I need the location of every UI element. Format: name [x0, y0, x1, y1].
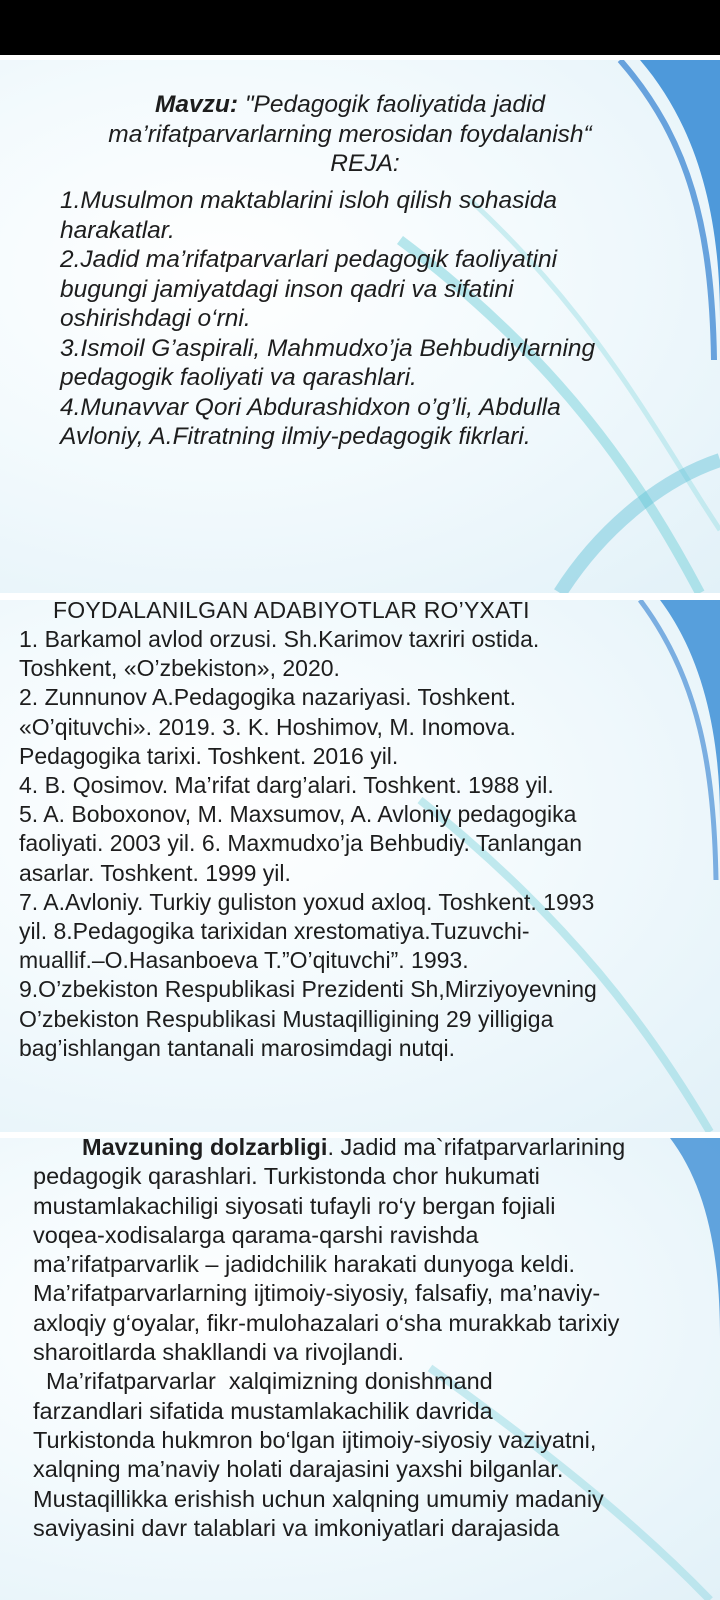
slide-topic-plan — [0, 60, 720, 593]
reference-line: 5. A. Boboxonov, M. Maxsumov, A. Avloniy pedagogika — [19, 801, 577, 828]
relevance-line: farzandlari sifatida mustamlakachilik davrida — [33, 1397, 493, 1424]
reference-line: 7. A.Avloniy. Turkiy guliston yoxud axloq. Toshkent. 1993 — [19, 888, 595, 915]
relevance-line: Ma’rifatparvarlarning ijtimoiy-siyosiy, falsafiy, ma’naviy- — [33, 1280, 601, 1307]
reference-line: «O’qituvchi». 2019. 3. K. Hoshimov, M. Inomova. — [19, 713, 516, 740]
plan-line: 2.Jadid ma’rifatparvarlari pedagogik faoliyatini — [60, 246, 558, 273]
topic-title — [60, 90, 640, 149]
relevance-line: Turkistonda hukmron bo‘lgan ijtimoiy-siyosiy vaziyatni, — [33, 1426, 597, 1453]
relevance-line: voqea-xodisalarga qarama-qarshi ravishda — [33, 1221, 479, 1248]
plan-line: pedagogik faoliyati va qarashlari. — [60, 364, 417, 391]
relevance-text — [33, 1138, 720, 1543]
reference-line: bag’ishlangan tantanali marosimdagi nutqi. — [19, 1034, 456, 1061]
plan-line: Avloniy, A.Fitratning ilmiy-pedagogik fikrlari. — [60, 423, 531, 450]
relevance-line: mustamlakachiligi siyosati tufayli ro‘y bergan fojiali — [33, 1192, 556, 1219]
plan-line: bugungi jamiyatdagi inson qadri va sifatini — [60, 275, 514, 303]
reference-line: 9.O’zbekiston Respublikasi Prezidenti Sh,Mirziyoyevning — [19, 976, 597, 1003]
reference-line: muallif.–O.Hasanboeva T.”O’qituvchi”. 1993. — [19, 947, 469, 974]
plan-list — [60, 186, 660, 452]
relevance-line: Mustaqillikka erishish uchun xalqning umumiy madaniy — [33, 1485, 604, 1512]
reference-line: Pedagogika tarixi. Toshkent. 2016 yil. — [19, 742, 399, 769]
plan-line: oshirishdagi o‘rni. — [60, 305, 251, 332]
slide-references — [0, 600, 720, 1132]
reference-line: 1. Barkamol avlod orzusi. Sh.Karimov taxriri ostida. — [19, 626, 540, 652]
topic-text: "Pedagogik faoliyatida jadid — [244, 91, 546, 118]
relevance-first-line — [33, 1138, 720, 1162]
relevance-line: pedagogik qarashlari. Turkistonda chor hukumati — [33, 1163, 540, 1190]
topic-label: Mavzu: — [154, 91, 239, 118]
reference-line: yil. 8.Pedagogika tarixidan xrestomatiya.Tuzuvchi- — [19, 918, 530, 945]
plan-line: 1.Musulmon maktablarini isloh qilish sohasida — [60, 187, 558, 214]
relevance-line: sharoitlarda shakllandi va rivojlandi. — [33, 1339, 404, 1366]
status-bar — [0, 0, 720, 55]
references-list — [19, 625, 719, 1063]
reference-line: O’zbekiston Respublikasi Mustaqilligining 29 yilligiga — [19, 1005, 554, 1032]
reference-line: asarlar. Toshkent. 1999 yil. — [19, 859, 291, 886]
reference-line: 2. Zunnunov A.Pedagogika nazariyasi. Toshkent. — [19, 684, 516, 711]
plan-heading: REJA: — [330, 150, 400, 177]
plan-line: harakatlar. — [60, 216, 175, 244]
relevance-line: Ma’rifatparvarlar xalqimizning donishmand — [33, 1368, 493, 1395]
reference-line: Toshkent, «O’zbekiston», 2020. — [19, 655, 340, 682]
reference-line: faoliyati. 2003 yil. 6. Maxmudxo’ja Behbudiy. Tanlangan — [19, 830, 582, 857]
references-heading: FOYDALANILGAN ADABIYOTLAR RO’YXATI — [53, 600, 530, 623]
relevance-lead: Mavzuning dolzarbligi — [82, 1138, 328, 1160]
relevance-first-rest: . Jadid ma`rifatparvarlarining — [327, 1138, 626, 1160]
relevance-line: xalqning ma’naviy holati darajasini yaxshi bilganlar. — [33, 1456, 564, 1483]
reference-line: 4. B. Qosimov. Ma’rifat darg’alari. Toshkent. 1988 yil. — [19, 772, 554, 799]
relevance-line: ma’rifatparvarlik – jadidchilik harakati dunyoga keldi. — [33, 1251, 576, 1278]
relevance-line: saviyasini davr talablari va imkoniyatlari darajasida — [33, 1514, 560, 1541]
slide-relevance — [0, 1138, 720, 1600]
plan-line: 4.Munavvar Qori Abdurashidxon o’g’li, Abdulla — [60, 393, 561, 421]
relevance-line: axloqiy g‘oyalar, fikr-mulohazalari o‘sha murakkab tarixiy — [33, 1309, 620, 1336]
topic-text-line2: ma’rifatparvarlarning merosidan foydalanish“ — [108, 120, 592, 148]
plan-line: 3.Ismoil G’aspirali, Mahmudxo’ja Behbudiylarning — [60, 334, 596, 362]
